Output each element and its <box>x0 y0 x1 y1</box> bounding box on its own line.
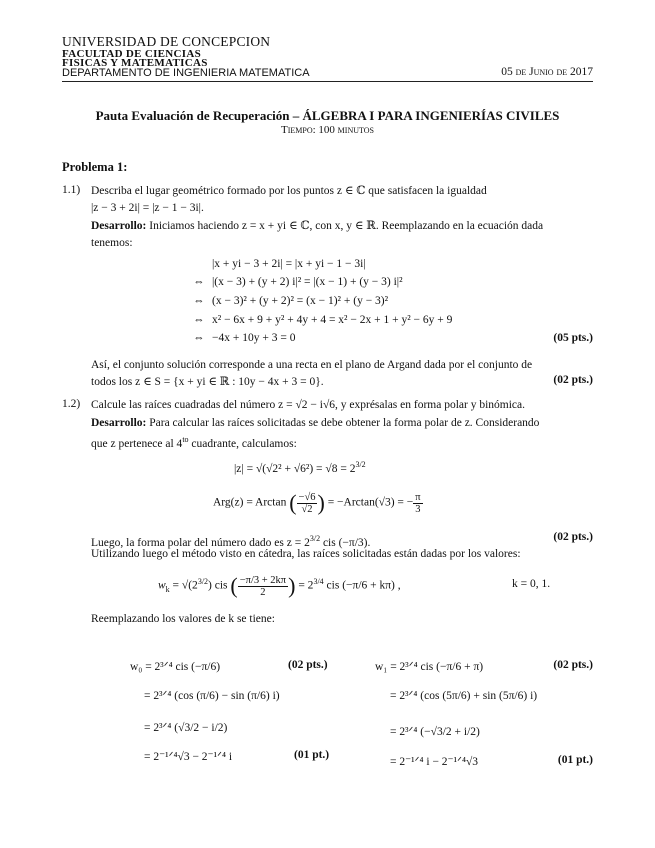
question-statement: Calcule las raíces cuadradas del número z = √2 − i√6, y exprésalas en forma polar y binómica. <box>91 399 526 411</box>
superscript: 3/4 <box>313 576 324 586</box>
faculty-line-1: FACULTAD DE CIENCIAS <box>62 48 202 60</box>
department-name: DEPARTAMENTO DE INGENIERIA MATEMATICA <box>62 67 310 79</box>
fraction-numerator: −√6 <box>298 491 316 503</box>
development-text: Iniciamos haciendo z = x + yi ∈ ℂ, con x, y ∈ ℝ. Reemplazando en la ecuación dada <box>146 220 544 232</box>
iff-symbol: ⇔ <box>193 295 205 307</box>
polar-text: Luego, la forma polar del número dado es z = 2 <box>91 536 310 549</box>
development-paragraph <box>91 415 593 452</box>
conclusion-text: Así, el conjunto solución corresponde a una recta en el plano de Argand dada por el conjunto de <box>91 359 533 371</box>
equation-line: |(x − 3) + (y + 2) i|² = |(x − 1) + (y − 3) i|² <box>212 276 403 288</box>
university-name: UNIVERSIDAD DE CONCEPCION <box>62 34 271 49</box>
development-label: Desarrollo: <box>91 417 147 429</box>
points-label: (02 pts.) <box>288 659 328 671</box>
superscript: 3/2 <box>197 576 209 586</box>
page-title: Pauta Evaluación de Recuperación – ÁLGEBRA I PARA INGENIERÍAS CIVILES <box>95 108 560 123</box>
conclusion-text: todos los z ∈ S = {x + yi ∈ ℝ : 10y − 4x + 3 = 0}. <box>91 375 324 388</box>
faculty-line-2: FISICAS Y MATEMATICAS <box>62 57 208 69</box>
question-statement <box>91 183 593 216</box>
superscript: 3/2 <box>309 534 321 543</box>
points-label: (02 pts.) <box>553 374 593 386</box>
formula-text: ) cis <box>208 579 228 592</box>
w0-line: = 2³ᐟ⁴ (√3/2 − i/2) <box>144 722 228 734</box>
iff-symbol: ⇔ <box>193 276 205 288</box>
development-text: cuadrante, calculamos: <box>188 437 297 450</box>
modulus-equation <box>234 460 366 475</box>
iff-symbol: ⇔ <box>193 314 205 326</box>
points-label: (02 pts.) <box>553 531 593 543</box>
argument-rhs: = −Arctan(√3) = − <box>327 496 414 509</box>
formula-text: = 2 <box>298 579 314 592</box>
formula-text: cis (−π/6 + kπ) , <box>326 579 401 592</box>
development-text: tenemos: <box>91 236 133 249</box>
modulus-text: |z| = √(√2² + √6²) = √8 = 2 <box>234 462 356 475</box>
argument-lhs: Arg(z) = Arctan <box>213 496 287 509</box>
w1-line: w₁ = 2³ᐟ⁴ cis (−π/6 + π) <box>375 661 484 673</box>
k-values: k = 0, 1. <box>512 578 551 590</box>
fraction-denominator: 3 <box>415 503 421 515</box>
fraction-numerator: −π/3 + 2kπ <box>239 574 287 586</box>
points-label: (01 pt.) <box>294 749 330 761</box>
formula-fraction <box>238 575 288 598</box>
fraction-denominator: √2 <box>301 503 313 515</box>
argument-fraction <box>297 492 318 515</box>
equation-line: (x − 3)² + (y + 2)² = (x − 1)² + (y − 3)² <box>212 295 389 307</box>
header-rule <box>62 81 593 82</box>
w0-line: = 2⁻¹ᐟ⁴√3 − 2⁻¹ᐟ⁴ i <box>144 751 233 763</box>
w0-line: = 2³ᐟ⁴ (cos (π/6) − sin (π/6) i) <box>144 690 280 702</box>
w1-line: = 2³ᐟ⁴ (−√3/2 + i/2) <box>390 726 480 738</box>
method-text: Utilizando luego el método visto en cátedra, las raíces solicitadas están dadas por los valores: <box>91 548 521 560</box>
superscript: 3/2 <box>355 460 366 469</box>
development-text: que z pertenece al 4 <box>91 437 183 450</box>
equation-line: x² − 6x + 9 + y² + 4y + 4 = x² − 2x + 1 + y² − 6y + 9 <box>212 314 453 326</box>
statement-line: Describa el lugar geométrico formado por los puntos z ∈ ℂ que satisfacen la igualdad <box>91 185 487 197</box>
roots-formula: $w_k = √(2^{3/2})$ cis ( $\frac{-\pi/3 + 2k\pi}{2}$ ) = $2^{3/4}$ cis (−π/6 + kπ) , <box>158 573 401 598</box>
w0-line: w₀ = 2³ᐟ⁴ cis (−π/6) <box>130 661 221 673</box>
points-label: (01 pt.) <box>557 754 593 766</box>
replace-text: Reemplazando los valores de k se tiene: <box>91 613 275 625</box>
formula-text: = √(2 <box>172 579 198 592</box>
w1-line: = 2⁻¹ᐟ⁴ i − 2⁻¹ᐟ⁴√3 <box>390 756 479 768</box>
pi-fraction <box>413 492 422 515</box>
wk-symbol: w <box>158 579 166 592</box>
page-subtitle: Tiempo: 100 minutos <box>281 124 374 136</box>
exam-date: 05 de Junio de 2017 <box>501 66 593 78</box>
argument-equation: Arg(z) = Arctan ( $\frac{-√6}{√2}$ ) = −Arctan(√3) = − $\frac{\pi}{3}$ <box>213 490 421 515</box>
iff-symbol: ⇔ <box>193 332 205 344</box>
w1-line: = 2³ᐟ⁴ (cos (5π/6) + sin (5π/6) i) <box>390 690 538 702</box>
development-label: Desarrollo: <box>91 220 147 232</box>
points-label: (02 pts.) <box>553 659 593 671</box>
statement-line: |z − 3 + 2i| = |z − 1 − 3i|. <box>91 201 204 214</box>
subscript: k <box>165 584 170 594</box>
superscript: to <box>182 434 189 444</box>
points-label: (05 pts.) <box>553 332 593 344</box>
fraction-denominator: 2 <box>260 586 266 598</box>
conclusion-paragraph <box>91 357 593 390</box>
problem-heading: Problema 1: <box>62 160 128 174</box>
development-text: Para calcular las raíces solicitadas se debe obtener la forma polar de z. Considerando <box>146 417 540 429</box>
question-number: 1.1) <box>62 184 81 196</box>
polar-text: cis (−π/3). <box>320 536 371 549</box>
question-number: 1.2) <box>62 398 81 410</box>
equation-line: −4x + 10y + 3 = 0 <box>212 332 296 344</box>
fraction-numerator: π <box>415 491 421 503</box>
equation-line: |x + yi − 3 + 2i| = |x + yi − 1 − 3i| <box>212 258 366 270</box>
development-paragraph <box>91 218 593 251</box>
